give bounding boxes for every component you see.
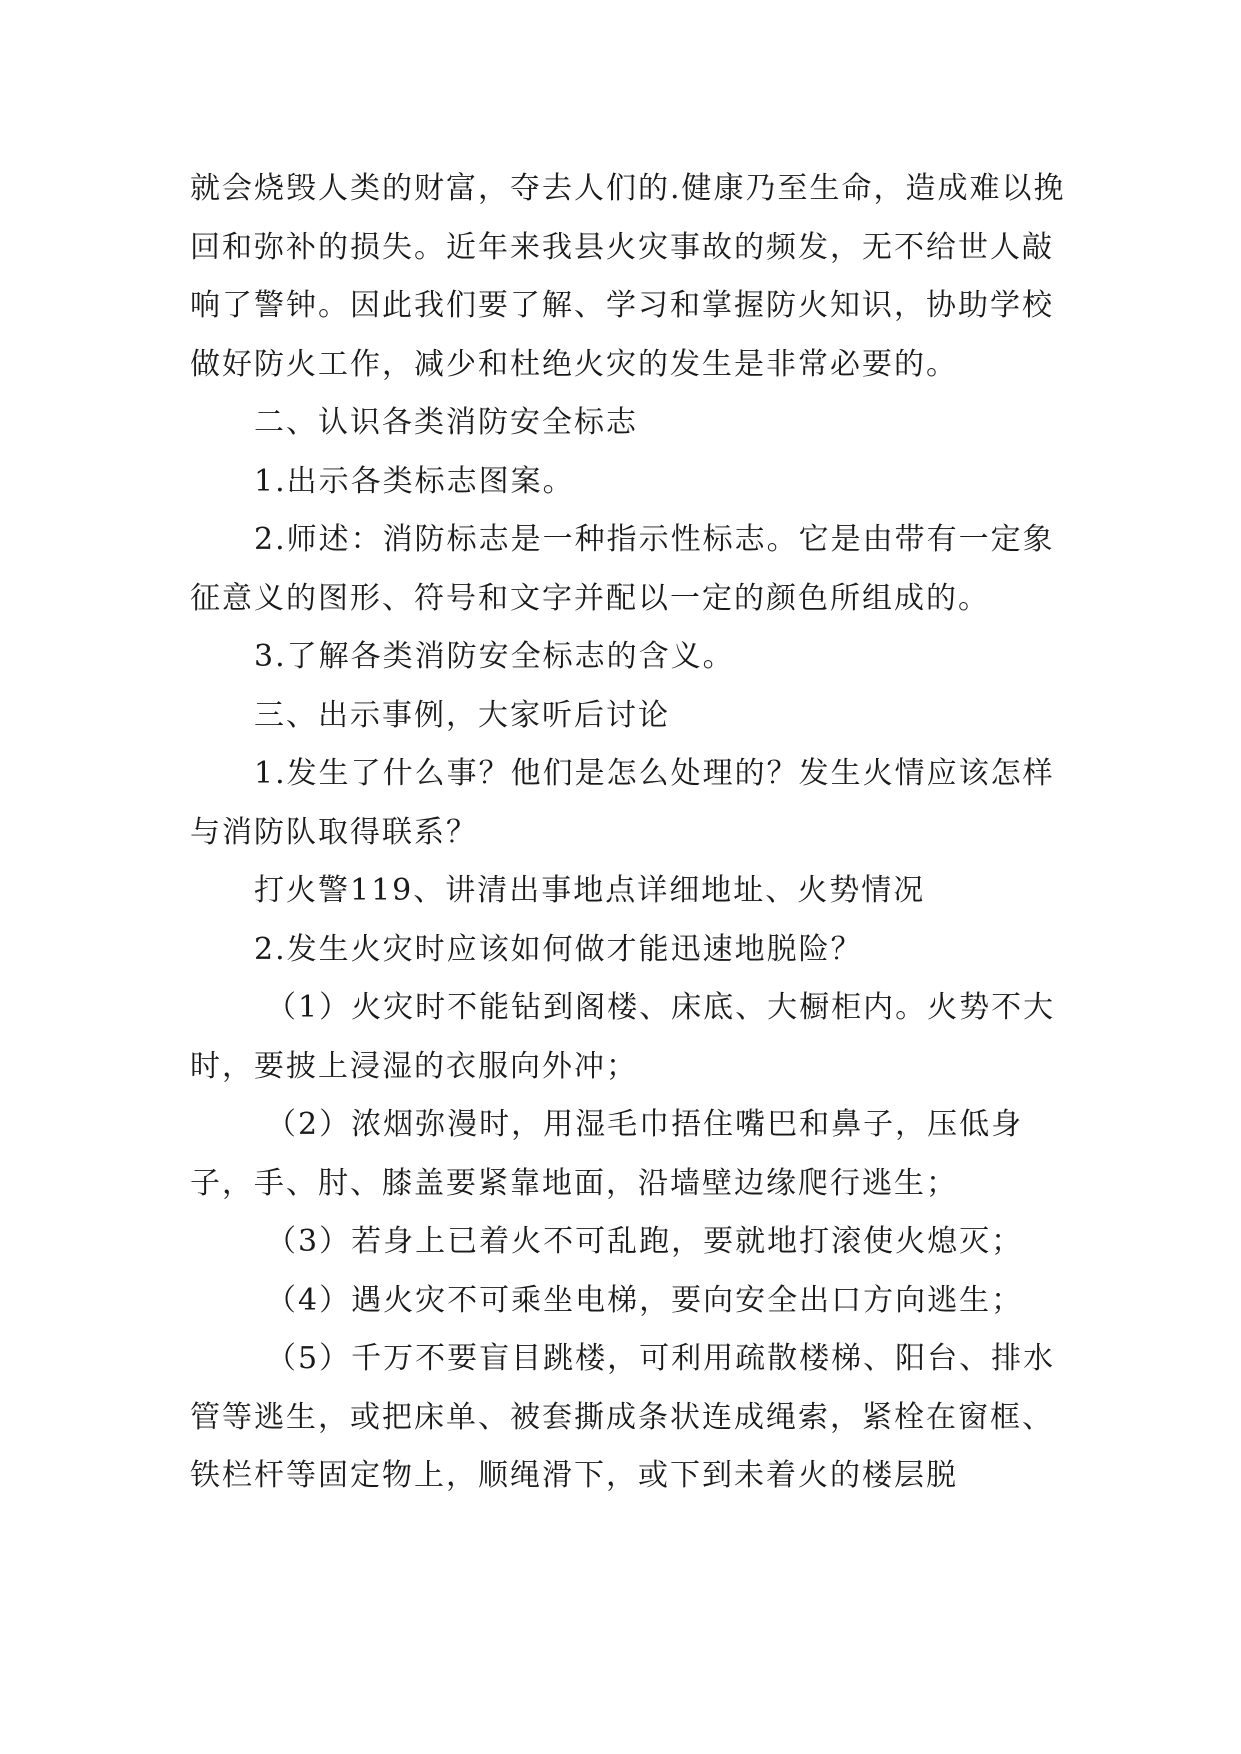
paragraph-call-119: 打火警119、讲清出事地点详细地址、火势情况 — [254, 873, 926, 908]
paragraph-fire-hazard-intro: 就会烧毁人类的财富，夺去人们的.健康乃至生命，造成难以挽回和弥补的损失。近年来我县火灾事故的频发，无不给世人敲响了警钟。因此我们要了解、学习和掌握防火知识，协助学校做好防火工作，减少和杜绝火灾的发生是非常必要的。 — [190, 171, 1066, 382]
paragraph-question-two: 2.发生火灾时应该如何做才能迅速地脱险？ — [254, 931, 863, 967]
paragraph-sign-meanings: 3.了解各类消防安全标志的含义。 — [254, 639, 735, 674]
paragraph-teacher-explains: 2.师述：消防标志是一种指示性标志。它是由带有一定象征意义的图形、符号和文字并配以一定的颜色所组成的。 — [190, 522, 1055, 616]
list-item-escape-4: （4）遇火灾不可乘坐电梯，要向安全出口方向逃生； — [266, 1282, 1024, 1318]
list-item-escape-5: （5）千万不要盲目跳楼，可利用疏散楼梯、阳台、排水管等逃生，或把床单、被套撕成条状连成绳索，紧栓在窗框、铁栏杆等固定物上，顺绳滑下，或下到未着火的楼层脱 — [190, 1341, 1056, 1493]
heading-section-three: 三、出示事例，大家听后讨论 — [254, 697, 670, 733]
document-body — [190, 160, 1070, 1506]
list-item-escape-1: （1）火灾时不能钻到阁楼、床底、大橱柜内。火势不大时，要披上浸湿的衣服向外冲； — [190, 990, 1056, 1084]
heading-section-two: 二、认识各类消防安全标志 — [254, 405, 638, 440]
paragraph-show-signs: 1.出示各类标志图案。 — [254, 463, 575, 499]
list-item-escape-3: （3）若身上已着火不可乱跑，要就地打滚使火熄灭； — [266, 1224, 1024, 1259]
paragraph-question-one: 1.发生了什么事？他们是怎么处理的？发生火情应该怎样与消防队取得联系？ — [190, 756, 1055, 850]
list-item-escape-2: （2）浓烟弥漫时，用湿毛巾捂住嘴巴和鼻子，压低身子，手、肘、膝盖要紧靠地面，沿墙壁边缘爬行逃生； — [190, 1107, 1024, 1201]
